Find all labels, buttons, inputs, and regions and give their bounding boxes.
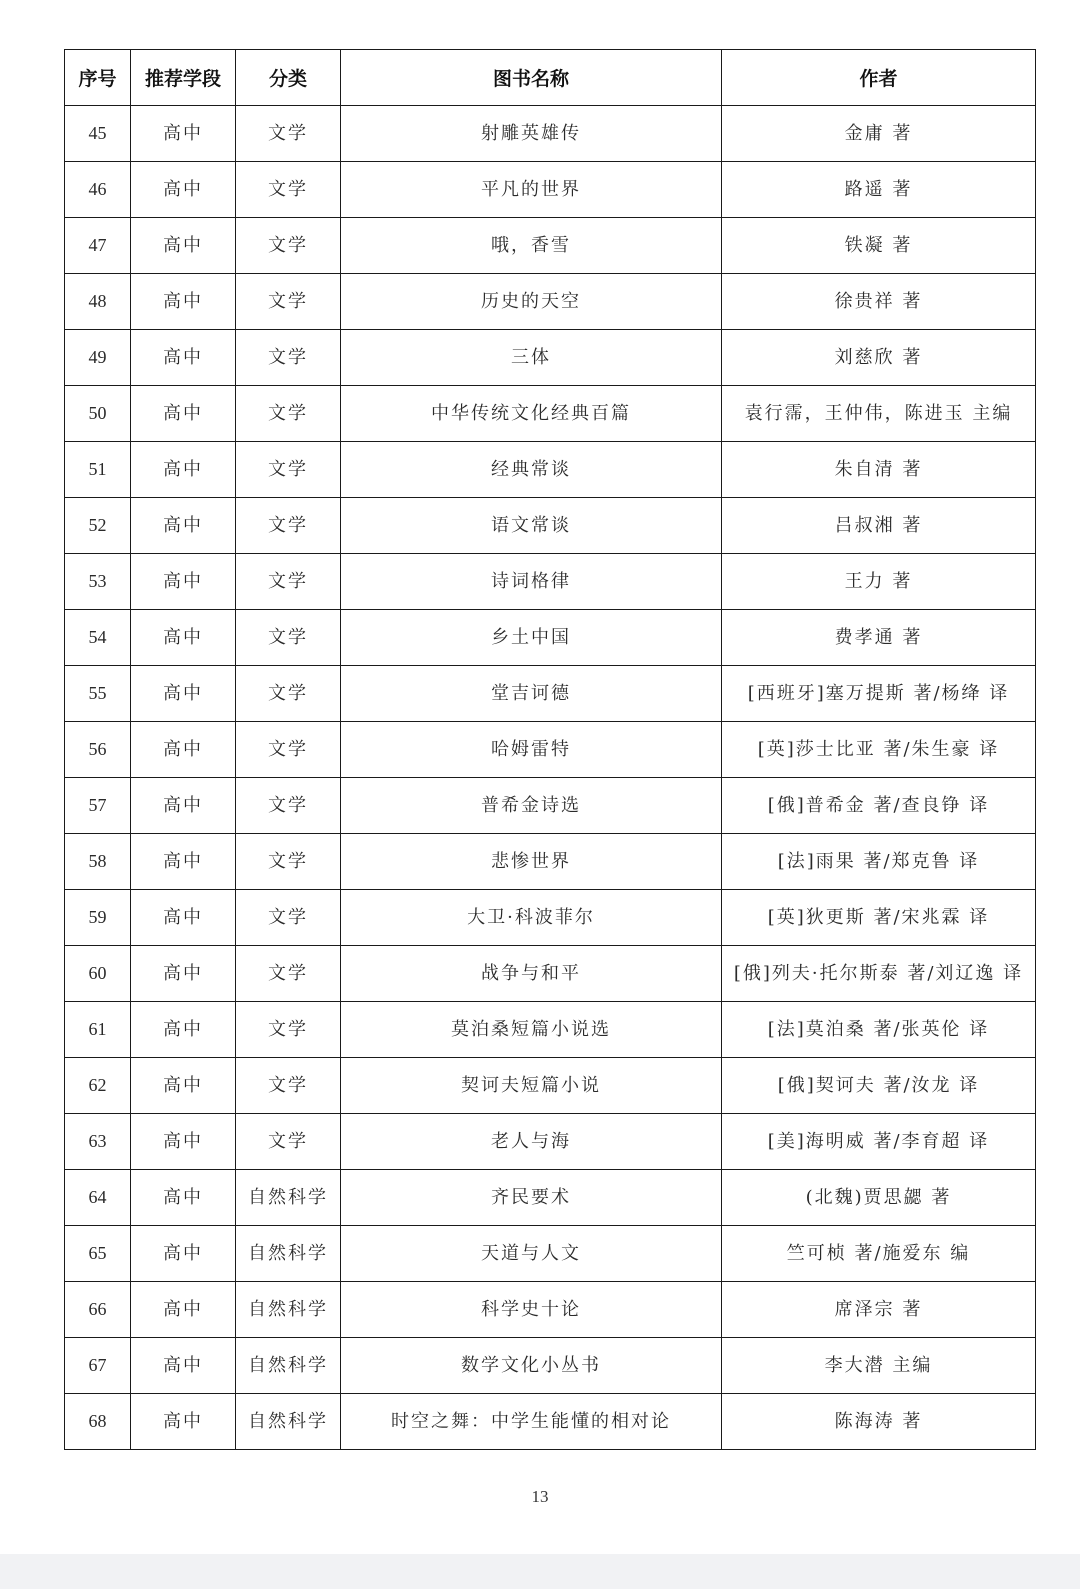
cell-index: 59 (65, 890, 131, 946)
cell-category: 文学 (236, 1114, 341, 1170)
cell-stage: 高中 (131, 1058, 236, 1114)
cell-stage: 高中 (131, 442, 236, 498)
cell-stage: 高中 (131, 1226, 236, 1282)
cell-author: [法]雨果 著/郑克鲁 译 (722, 834, 1036, 890)
cell-category: 文学 (236, 442, 341, 498)
cell-author: 王力 著 (722, 554, 1036, 610)
cell-index: 49 (65, 330, 131, 386)
table-row (65, 1282, 1036, 1338)
cell-stage: 高中 (131, 218, 236, 274)
cell-title: 哦，香雪 (341, 218, 722, 274)
cell-author: 袁行霈，王仲伟，陈进玉 主编 (722, 386, 1036, 442)
cell-stage: 高中 (131, 162, 236, 218)
cell-index: 60 (65, 946, 131, 1002)
table-row (65, 330, 1036, 386)
cell-index: 55 (65, 666, 131, 722)
cell-title: 齐民要术 (341, 1170, 722, 1226)
cell-title: 哈姆雷特 (341, 722, 722, 778)
cell-category: 自然科学 (236, 1338, 341, 1394)
cell-category: 自然科学 (236, 1282, 341, 1338)
cell-index: 52 (65, 498, 131, 554)
table-row (65, 890, 1036, 946)
cell-index: 61 (65, 1002, 131, 1058)
cell-category: 文学 (236, 666, 341, 722)
cell-title: 科学史十论 (341, 1282, 722, 1338)
cell-index: 50 (65, 386, 131, 442)
cell-index: 46 (65, 162, 131, 218)
cell-title: 乡土中国 (341, 610, 722, 666)
table-row (65, 274, 1036, 330)
table-row (65, 218, 1036, 274)
cell-index: 58 (65, 834, 131, 890)
cell-stage: 高中 (131, 1282, 236, 1338)
cell-author: 刘慈欣 著 (722, 330, 1036, 386)
cell-title: 大卫·科波菲尔 (341, 890, 722, 946)
cell-category: 文学 (236, 218, 341, 274)
bottom-strip (0, 1554, 1080, 1589)
cell-author: 费孝通 著 (722, 610, 1036, 666)
cell-category: 自然科学 (236, 1226, 341, 1282)
cell-index: 66 (65, 1282, 131, 1338)
cell-index: 68 (65, 1394, 131, 1450)
cell-index: 53 (65, 554, 131, 610)
header-title: 图书名称 (341, 50, 722, 106)
cell-category: 文学 (236, 386, 341, 442)
cell-index: 45 (65, 106, 131, 162)
table-row (65, 1114, 1036, 1170)
cell-title: 平凡的世界 (341, 162, 722, 218)
cell-index: 54 (65, 610, 131, 666)
cell-stage: 高中 (131, 1170, 236, 1226)
cell-author: 路遥 著 (722, 162, 1036, 218)
cell-author: 李大潜 主编 (722, 1338, 1036, 1394)
cell-category: 自然科学 (236, 1170, 341, 1226)
table-row (65, 1170, 1036, 1226)
header-stage: 推荐学段 (131, 50, 236, 106)
book-list-table (64, 49, 1036, 1450)
cell-title: 悲惨世界 (341, 834, 722, 890)
cell-stage: 高中 (131, 890, 236, 946)
cell-index: 51 (65, 442, 131, 498)
cell-title: 数学文化小丛书 (341, 1338, 722, 1394)
cell-author: 吕叔湘 著 (722, 498, 1036, 554)
cell-category: 文学 (236, 330, 341, 386)
table-row (65, 666, 1036, 722)
cell-category: 文学 (236, 274, 341, 330)
cell-title: 天道与人文 (341, 1226, 722, 1282)
table-row (65, 162, 1036, 218)
cell-author: [法]莫泊桑 著/张英伦 译 (722, 1002, 1036, 1058)
cell-title: 射雕英雄传 (341, 106, 722, 162)
table-row (65, 1002, 1036, 1058)
cell-index: 63 (65, 1114, 131, 1170)
cell-stage: 高中 (131, 554, 236, 610)
cell-author: [英]莎士比亚 著/朱生豪 译 (722, 722, 1036, 778)
cell-category: 文学 (236, 610, 341, 666)
cell-title: 诗词格律 (341, 554, 722, 610)
table-row (65, 1338, 1036, 1394)
table-header-row (65, 50, 1036, 106)
cell-stage: 高中 (131, 106, 236, 162)
cell-title: 战争与和平 (341, 946, 722, 1002)
table-row (65, 834, 1036, 890)
cell-title: 老人与海 (341, 1114, 722, 1170)
cell-stage: 高中 (131, 274, 236, 330)
cell-category: 自然科学 (236, 1394, 341, 1450)
cell-stage: 高中 (131, 946, 236, 1002)
cell-author: [俄]契诃夫 著/汝龙 译 (722, 1058, 1036, 1114)
cell-author: 席泽宗 著 (722, 1282, 1036, 1338)
table-row (65, 778, 1036, 834)
table-row (65, 1226, 1036, 1282)
cell-title: 堂吉诃德 (341, 666, 722, 722)
cell-index: 65 (65, 1226, 131, 1282)
cell-index: 56 (65, 722, 131, 778)
cell-title: 历史的天空 (341, 274, 722, 330)
cell-stage: 高中 (131, 666, 236, 722)
cell-stage: 高中 (131, 722, 236, 778)
cell-category: 文学 (236, 890, 341, 946)
page-number: 13 (531, 1487, 549, 1506)
cell-author: [俄]普希金 著/查良铮 译 (722, 778, 1036, 834)
cell-title: 时空之舞：中学生能懂的相对论 (341, 1394, 722, 1450)
cell-author: 徐贵祥 著 (722, 274, 1036, 330)
table-row (65, 610, 1036, 666)
cell-category: 文学 (236, 498, 341, 554)
table-body (65, 106, 1036, 1450)
cell-author: [英]狄更斯 著/宋兆霖 译 (722, 890, 1036, 946)
cell-author: (北魏)贾思勰 著 (722, 1170, 1036, 1226)
cell-title: 三体 (341, 330, 722, 386)
cell-category: 文学 (236, 946, 341, 1002)
table-row (65, 1058, 1036, 1114)
cell-title: 契诃夫短篇小说 (341, 1058, 722, 1114)
cell-author: 陈海涛 著 (722, 1394, 1036, 1450)
cell-index: 64 (65, 1170, 131, 1226)
table-row (65, 946, 1036, 1002)
cell-stage: 高中 (131, 386, 236, 442)
cell-title: 莫泊桑短篇小说选 (341, 1002, 722, 1058)
cell-index: 48 (65, 274, 131, 330)
cell-index: 57 (65, 778, 131, 834)
table-row (65, 722, 1036, 778)
cell-title: 语文常谈 (341, 498, 722, 554)
table-row (65, 442, 1036, 498)
cell-stage: 高中 (131, 498, 236, 554)
cell-author: [俄]列夫·托尔斯泰 著/刘辽逸 译 (722, 946, 1036, 1002)
cell-category: 文学 (236, 834, 341, 890)
header-index: 序号 (65, 50, 131, 106)
cell-category: 文学 (236, 1058, 341, 1114)
table-row (65, 498, 1036, 554)
cell-index: 47 (65, 218, 131, 274)
table-row (65, 106, 1036, 162)
cell-category: 文学 (236, 162, 341, 218)
cell-category: 文学 (236, 722, 341, 778)
cell-stage: 高中 (131, 834, 236, 890)
table-row (65, 1394, 1036, 1450)
cell-stage: 高中 (131, 330, 236, 386)
cell-author: 朱自清 著 (722, 442, 1036, 498)
cell-title: 普希金诗选 (341, 778, 722, 834)
cell-author: 竺可桢 著/施爱东 编 (722, 1226, 1036, 1282)
cell-title: 中华传统文化经典百篇 (341, 386, 722, 442)
table-row (65, 554, 1036, 610)
cell-category: 文学 (236, 1002, 341, 1058)
cell-stage: 高中 (131, 778, 236, 834)
cell-author: 铁凝 著 (722, 218, 1036, 274)
cell-author: [西班牙]塞万提斯 著/杨绛 译 (722, 666, 1036, 722)
table-row (65, 386, 1036, 442)
cell-index: 67 (65, 1338, 131, 1394)
cell-index: 62 (65, 1058, 131, 1114)
cell-stage: 高中 (131, 1338, 236, 1394)
cell-stage: 高中 (131, 1394, 236, 1450)
cell-stage: 高中 (131, 1114, 236, 1170)
cell-stage: 高中 (131, 610, 236, 666)
header-author: 作者 (722, 50, 1036, 106)
cell-title: 经典常谈 (341, 442, 722, 498)
cell-category: 文学 (236, 106, 341, 162)
cell-category: 文学 (236, 554, 341, 610)
cell-author: [美]海明威 著/李育超 译 (722, 1114, 1036, 1170)
cell-author: 金庸 著 (722, 106, 1036, 162)
header-category: 分类 (236, 50, 341, 106)
cell-category: 文学 (236, 778, 341, 834)
cell-stage: 高中 (131, 1002, 236, 1058)
